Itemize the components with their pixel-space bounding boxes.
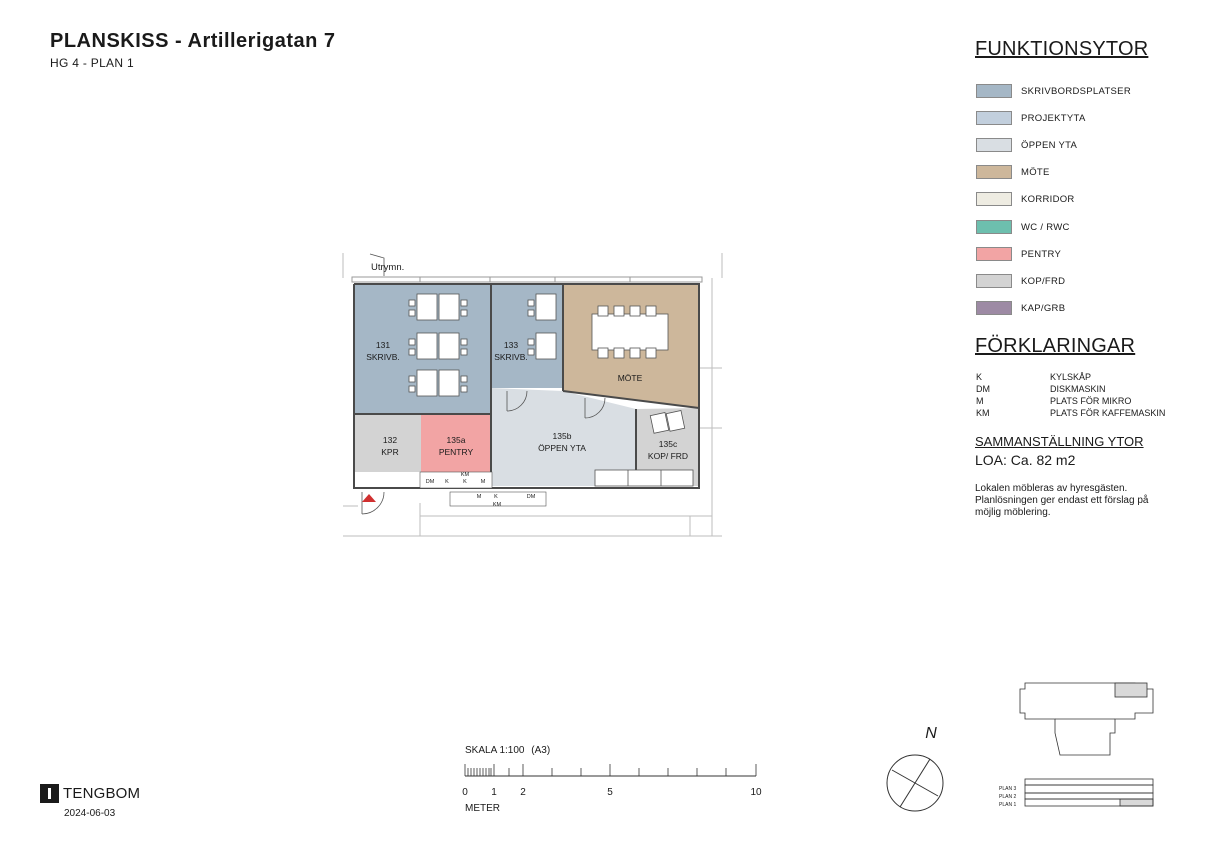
legend-label: PENTRY [1021,248,1062,260]
page-subtitle: HG 4 - PLAN 1 [50,56,134,70]
keyplan-level: PLAN 3 [999,786,1017,792]
scale-tick: 0 [462,787,468,798]
explanation-key: DM [976,384,990,394]
appliance-label: M [480,479,486,485]
emergency-exit-icon [362,494,376,502]
scale-label-row [465,745,550,756]
legend-item [976,164,1050,180]
legend-item [976,273,1065,289]
room-135b-name: ÖPPEN YTA [538,443,586,453]
scale-unit: METER [465,803,500,814]
room-133-name: SKRIVB. [494,352,528,362]
scale-paper: (A3) [531,745,551,756]
keyplan-level: PLAN 2 [999,794,1017,800]
key-plan [995,675,1165,815]
room-135c-name: KOP/ FRD [647,451,689,461]
explanation-key: M [976,396,984,406]
legend-label: KAP/GRB [1021,302,1066,314]
legend-label: KORRIDOR [1021,193,1075,205]
legend-item [976,219,1070,235]
meeting-table [592,306,668,358]
company-name: TENGBOM [63,785,141,802]
appliance-label: DM [425,479,435,485]
legend-item [976,137,1077,153]
explanation-item [976,408,1165,418]
appliance-label: K [463,479,467,485]
scale-bar [460,760,765,820]
legend-heading: FUNKTIONSYTOR [975,38,1149,60]
scale-tick: 10 [750,787,762,798]
scale-tick: 2 [520,787,526,798]
explanation-value: PLATS FÖR KAFFEMASKIN [1050,408,1166,418]
summary-heading: SAMMANSTÄLLNING YTOR [975,434,1144,449]
legend-item [976,246,1061,262]
legend-swatch [976,84,1012,98]
appliance-label: KM [460,472,470,478]
north-label: N [925,725,937,742]
appliance-label: DM [526,494,536,500]
explanation-value: DISKMASKIN [1050,384,1106,394]
explanation-item [976,372,1091,382]
loa-value: LOA: Ca. 82 m2 [975,452,1076,468]
room-135a-name: PENTRY [438,447,474,457]
legend-label: WC / RWC [1021,221,1070,233]
explanation-value: KYLSKÅP [1050,372,1092,382]
appliance-label: K [445,479,449,485]
room-135b-number: 135b [552,431,572,441]
legend-item [976,191,1075,207]
room-132-name: KPR [381,447,399,457]
utrymn-label: Utrymn. [371,262,405,273]
page-title: PLANSKISS - Artillerigatan 7 [50,30,336,52]
legend-label: KOP/FRD [1021,275,1066,287]
explanation-key: K [976,372,983,382]
room-mote-name: MÖTE [617,373,643,383]
legend-label: ÖPPEN YTA [1021,139,1078,151]
room-131-name: SKRIVB. [366,352,400,362]
legend-label: PROJEKTYTA [1021,112,1086,124]
legend-swatch [976,165,1012,179]
room-132-number: 132 [382,435,398,445]
compass [880,718,950,818]
room-135a-number: 135a [446,435,466,445]
drawing-date: 2024-06-03 [64,808,116,819]
legend-swatch [976,220,1012,234]
legend-swatch [976,138,1012,152]
legend-item [976,110,1086,126]
legend-swatch [976,301,1012,315]
scale-tick: 1 [491,787,497,798]
furnishing-note: Lokalen möbleras av hyresgästen. Planlösningen ger endast ett förslag på möjlig möblering. [975,483,1149,518]
legend-label: MÖTE [1021,166,1050,178]
scale-label: SKALA 1:100 [465,745,525,756]
room-135c-number: 135c [658,439,678,449]
explanation-value: PLATS FÖR MIKRO [1050,396,1132,406]
explanation-item [976,396,1131,406]
tengbom-logo-icon [40,784,59,803]
explanation-item [976,384,1106,394]
appliance-label: K [494,494,498,500]
room-133-number: 133 [503,340,519,350]
legend-item [976,83,1131,99]
explanation-key: KM [976,408,990,418]
company-logo [40,784,140,803]
explanations-heading: FÖRKLARINGAR [975,335,1136,357]
legend-swatch [976,111,1012,125]
room-131-number: 131 [375,340,391,350]
legend-label: SKRIVBORDSPLATSER [1021,85,1131,97]
legend-swatch [976,274,1012,288]
keyplan-level: PLAN 1 [999,802,1017,808]
legend-swatch [976,192,1012,206]
legend-item [976,300,1065,316]
floor-plan [340,248,730,540]
appliance-label: KM [492,502,502,508]
appliance-label: M [476,494,482,500]
scale-tick: 5 [607,787,613,798]
legend-swatch [976,247,1012,261]
